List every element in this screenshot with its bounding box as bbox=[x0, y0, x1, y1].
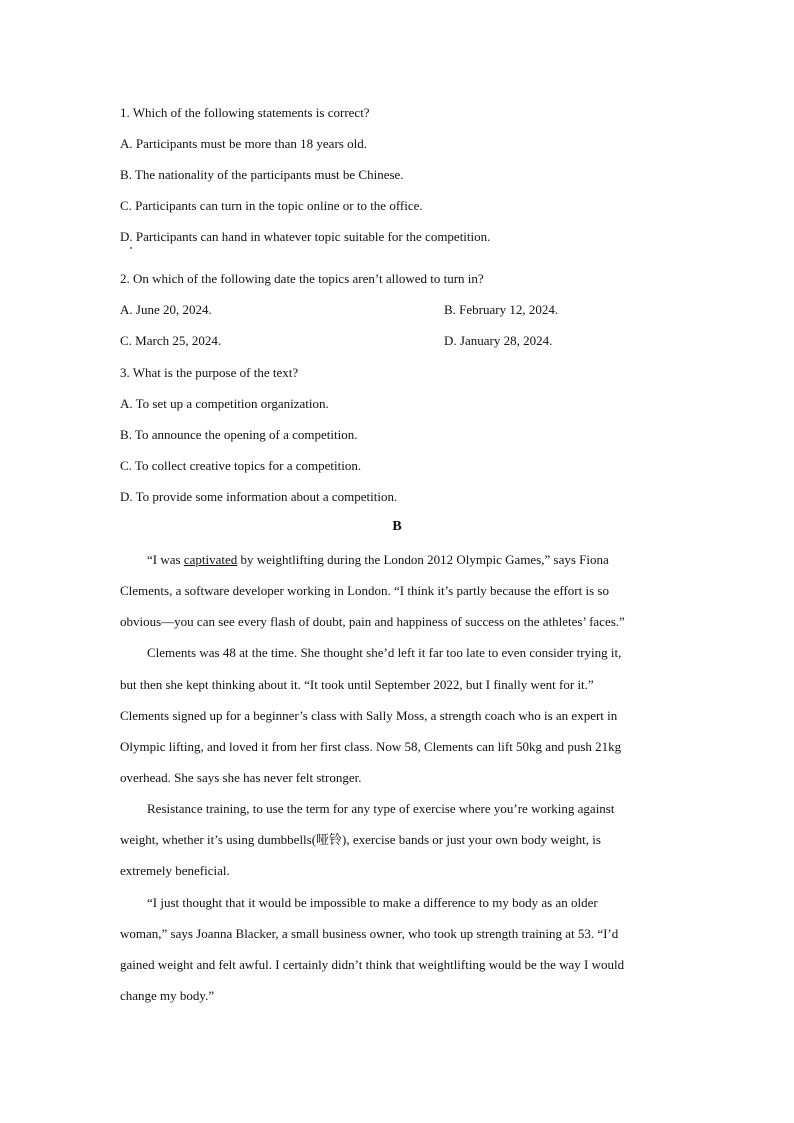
text-segment: “I was bbox=[147, 552, 184, 567]
paragraph-1-line-2: Clements, a software developer working in London. “I think it’s partly because the effort is so bbox=[120, 583, 609, 598]
paragraph-1-line-3: obvious—you can see every flash of doubt, pain and happiness of success on the athletes’ faces.” bbox=[120, 614, 625, 629]
paragraph-3-line-2: weight, whether it’s using dumbbells(哑铃), exercise bands or just your own body weight, is bbox=[120, 832, 601, 847]
paragraph-4-line-3: gained weight and felt awful. I certainly didn’t think that weightlifting would be the way I would bbox=[120, 957, 625, 972]
question-2-option-c: C. March 25, 2024. bbox=[120, 333, 222, 348]
paragraph-3-line-1: Resistance training, to use the term for any type of exercise where you’re working against bbox=[147, 801, 615, 816]
question-2-option-b: B. February 12, 2024. bbox=[444, 302, 559, 317]
question-2-stem: 2. On which of the following date the topics aren’t allowed to turn in? bbox=[120, 271, 484, 286]
question-2-option-d: D. January 28, 2024. bbox=[444, 333, 553, 348]
paragraph-4-line-4: change my body.” bbox=[120, 988, 215, 1003]
question-3-stem: 3. What is the purpose of the text? bbox=[120, 365, 299, 380]
question-1-option-a: A. Participants must be more than 18 years old. bbox=[120, 136, 367, 151]
text-segment: by weightlifting during the London 2012 Olympic Games,” says Fiona bbox=[237, 552, 609, 567]
question-3-option-a: A. To set up a competition organization. bbox=[120, 396, 329, 411]
paragraph-2-line-2: but then she kept thinking about it. “It took until September 2022, but I finally went for it.” bbox=[120, 677, 594, 692]
question-3-option-d: D. To provide some information about a competition. bbox=[120, 489, 398, 504]
question-1-stem: 1. Which of the following statements is correct? bbox=[120, 105, 370, 120]
section-b-heading: B bbox=[392, 519, 402, 534]
paragraph-4-line-1: “I just thought that it would be impossible to make a difference to my body as an older bbox=[147, 895, 598, 910]
question-1-option-d: D. Participants can hand in whatever topic suitable for the competition. bbox=[120, 229, 491, 244]
paragraph-3-line-3: extremely beneficial. bbox=[120, 863, 230, 878]
paragraph-1-line-1 bbox=[147, 552, 609, 568]
question-1-option-b: B. The nationality of the participants must be Chinese. bbox=[120, 167, 404, 182]
stray-mark bbox=[130, 247, 132, 249]
question-1-option-c: C. Participants can turn in the topic online or to the office. bbox=[120, 198, 423, 213]
underlined-word: captivated bbox=[183, 552, 238, 567]
paragraph-4-line-2: woman,” says Joanna Blacker, a small business owner, who took up strength training at 53. “I’d bbox=[120, 926, 619, 941]
question-3-option-c: C. To collect creative topics for a competition. bbox=[120, 458, 362, 473]
paragraph-2-line-4: Olympic lifting, and loved it from her first class. Now 58, Clements can lift 50kg and push 21kg bbox=[120, 739, 622, 754]
paragraph-2-line-3: Clements signed up for a beginner’s class with Sally Moss, a strength coach who is an expert in bbox=[120, 708, 618, 723]
paragraph-2-line-5: overhead. She says she has never felt stronger. bbox=[120, 770, 362, 785]
paragraph-2-line-1: Clements was 48 at the time. She thought she’d left it far too late to even consider trying it, bbox=[147, 645, 622, 660]
question-3-option-b: B. To announce the opening of a competition. bbox=[120, 427, 358, 442]
question-2-option-a: A. June 20, 2024. bbox=[120, 302, 212, 317]
